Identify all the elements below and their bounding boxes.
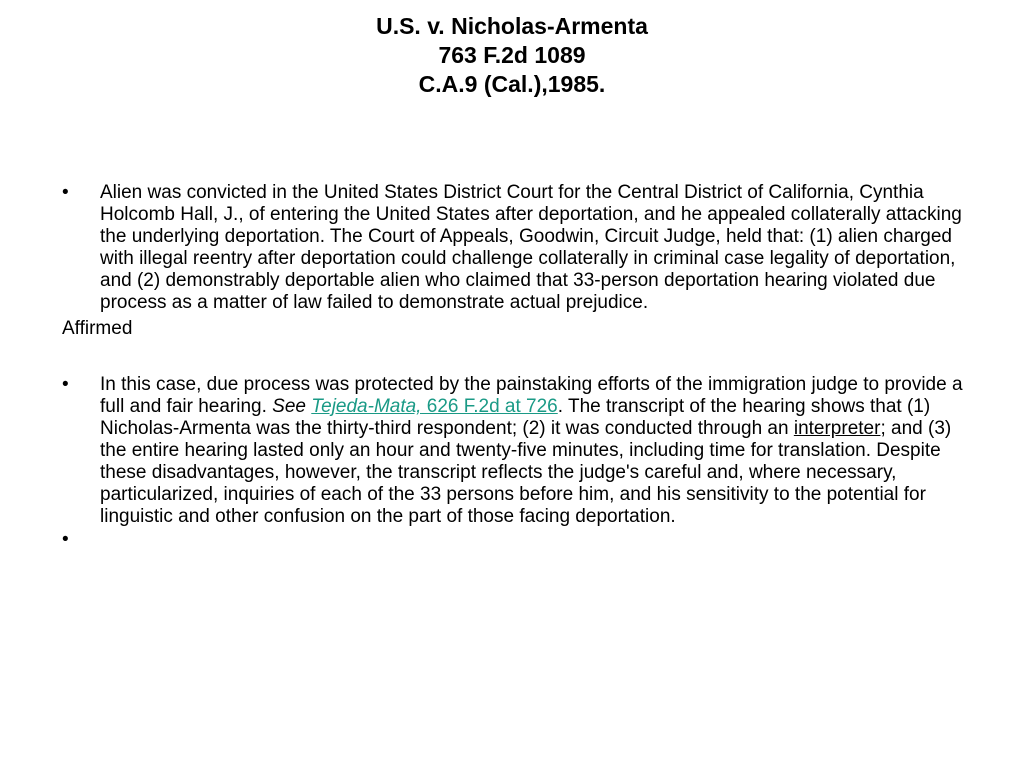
slide-title xyxy=(0,12,1024,99)
citation-link-case[interactable]: Tejeda-Mata, xyxy=(311,396,422,417)
slide-body xyxy=(62,182,972,551)
see-signal: See xyxy=(272,396,306,417)
title-court-year: C.A.9 (Cal.),1985. xyxy=(418,71,606,97)
bullet-item-due-process xyxy=(62,374,972,528)
summary-text: Alien was convicted in the United States District Court for the Central District of California, Cynthia Holcomb Hall, J., of entering the United States after deportation, and he appealed collaterally attacking the underlying deportation. The Court of Appeals, Goodwin, Circuit Judge, held that: (1) alien charged with illegal reentry after deportation could challenge collaterally in criminal case legality of deportation, and (2) demonstrably deportable alien who claimed that 33-person deportation hearing violated due process as a matter of law failed to demonstrate actual prejudice. xyxy=(100,182,962,313)
bullet-icon: • xyxy=(62,182,69,203)
bullet-item-empty xyxy=(62,529,972,551)
title-case-name: U.S. v. Nicholas-Armenta xyxy=(376,13,648,39)
citation-link-reporter[interactable]: 626 F.2d at 726 xyxy=(421,396,558,417)
interpreter-term: interpreter xyxy=(793,418,881,439)
title-citation: 763 F.2d 1089 xyxy=(438,42,586,68)
due-process-text-part3: ; and (3) the entire hearing lasted only an hour and twenty-five minutes, including time for translation. Despite these disadvantages, however, the transcript reflects the judge's careful and, where necessary, particularized, inquiries of each of the 33 persons before him, and his sensitivity to the potential for linguistic and other confusion on the part of those facing deportation. xyxy=(100,418,952,527)
bullet-icon: • xyxy=(62,529,69,550)
bullet-icon: • xyxy=(62,374,69,395)
bullet-item-summary xyxy=(62,182,972,314)
citation-link[interactable] xyxy=(311,396,557,417)
due-process-text-part1: In this case, due process was protected by the painstaking efforts of the immigration judge to provide a full and fair hearing. xyxy=(100,374,963,417)
due-process-text-part2: . The transcript of the hearing shows that (1) Nicholas-Armenta was the thirty-third respondent; (2) it was conducted through an xyxy=(100,396,931,439)
affirmed-label: Affirmed xyxy=(62,318,133,339)
